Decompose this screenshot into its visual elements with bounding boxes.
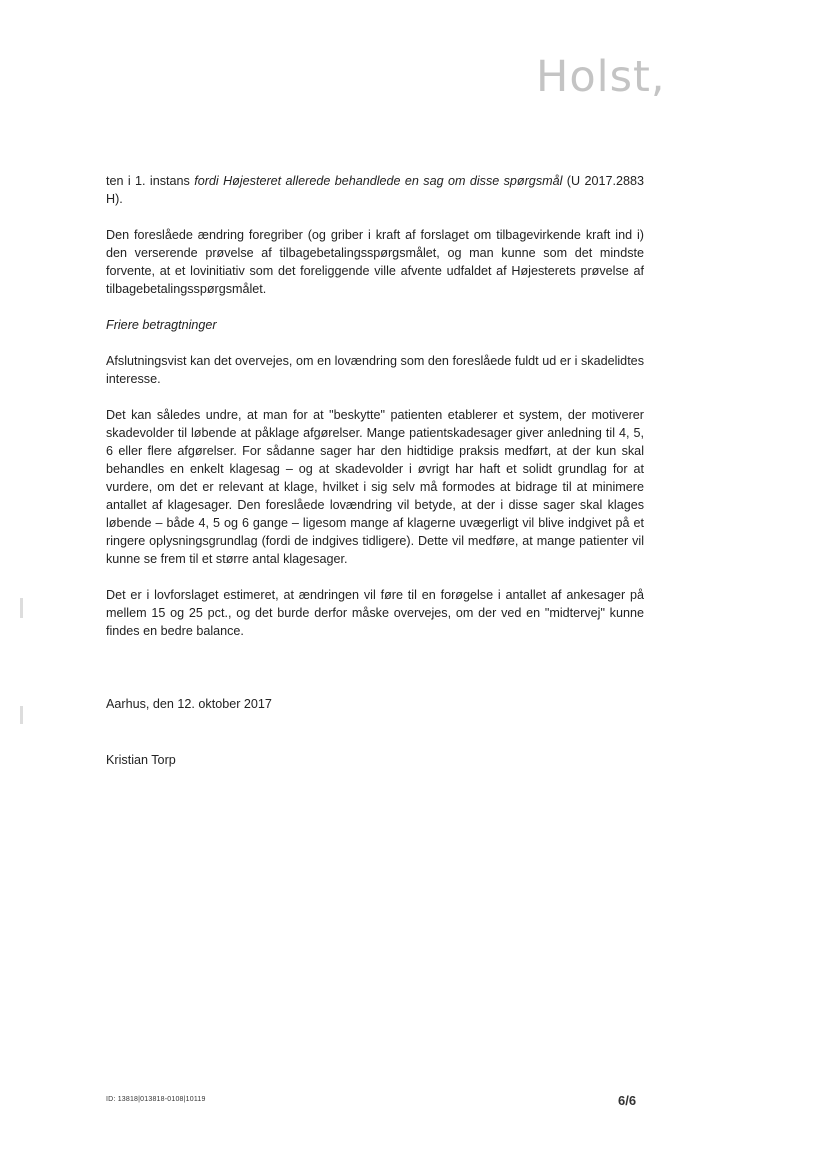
paragraph-text: (U 2017.2883 H).	[106, 174, 644, 206]
page-number: 6/6	[618, 1093, 637, 1108]
paragraph-italic-text: fordi Højesteret allerede behandlede en sag om disse spørgsmål	[194, 174, 563, 188]
signature-place-date: Aarhus, den 12. oktober 2017	[106, 697, 272, 711]
document-id: ID: 13818|013818-0108|10119	[106, 1096, 206, 1103]
document-body	[106, 172, 644, 658]
scan-margin-mark	[20, 598, 23, 618]
paragraph-text: ten i 1. instans	[106, 174, 195, 188]
paragraph: Det kan således undre, at man for at "beskytte" patienten etablerer et system, der motiverer skadevolder til løbende at påklage afgørelser. Mange patientskadesager giver anledning til 4, 5, 6 eller flere afgørelser. For sådanne sager har den hidtidige praksis medført, at der kun skal behandles en enkelt klagesag – og at skadevolder i øvrigt har haft et solidt grundlag for at vurdere, om det er relevant at klage, hvilket i sig selv må formodes at bidrage til at minimere antallet af klagesager. Den foreslåede lovændring vil betyde, at der i disse sager skal klages løbende – både 4, 5 og 6 gange – ligesom mange af klagerne uvægerligt vil blive indgivet på et ringere oplysningsgrundlag (fordi de indgives tidligere). Dette vil medføre, at mange patienter vil kunne se frem til et større antal klagesager.	[106, 408, 644, 566]
paragraph: Den foreslåede ændring foregriber (og griber i kraft af forslaget om tilbagevirkende kraft ind i) den verserende prøvelse af tilbagebetalingsspørgsmålet, og man kunne som det mindste forvente, at et lovinitiativ som det foreliggende ville afvente udfaldet af Højesterets prøvelse af tilbagebetalingsspørgsmålet.	[106, 228, 644, 296]
company-logo-text: Holst,	[536, 52, 666, 102]
section-heading: Friere betragtninger	[106, 318, 217, 332]
paragraph-continuation	[106, 172, 644, 208]
scan-margin-mark	[20, 706, 23, 724]
paragraph: Afslutningsvist kan det overvejes, om en lovændring som den foreslåede fuldt ud er i skadelidtes interesse.	[106, 354, 644, 386]
signature-name: Kristian Torp	[106, 753, 176, 767]
paragraph: Det er i lovforslaget estimeret, at ændringen vil føre til en forøgelse i antallet af ankesager på mellem 15 og 25 pct., og det burde derfor måske overvejes, om der ved en "midtervej" kunne findes en bedre balance.	[106, 588, 644, 638]
